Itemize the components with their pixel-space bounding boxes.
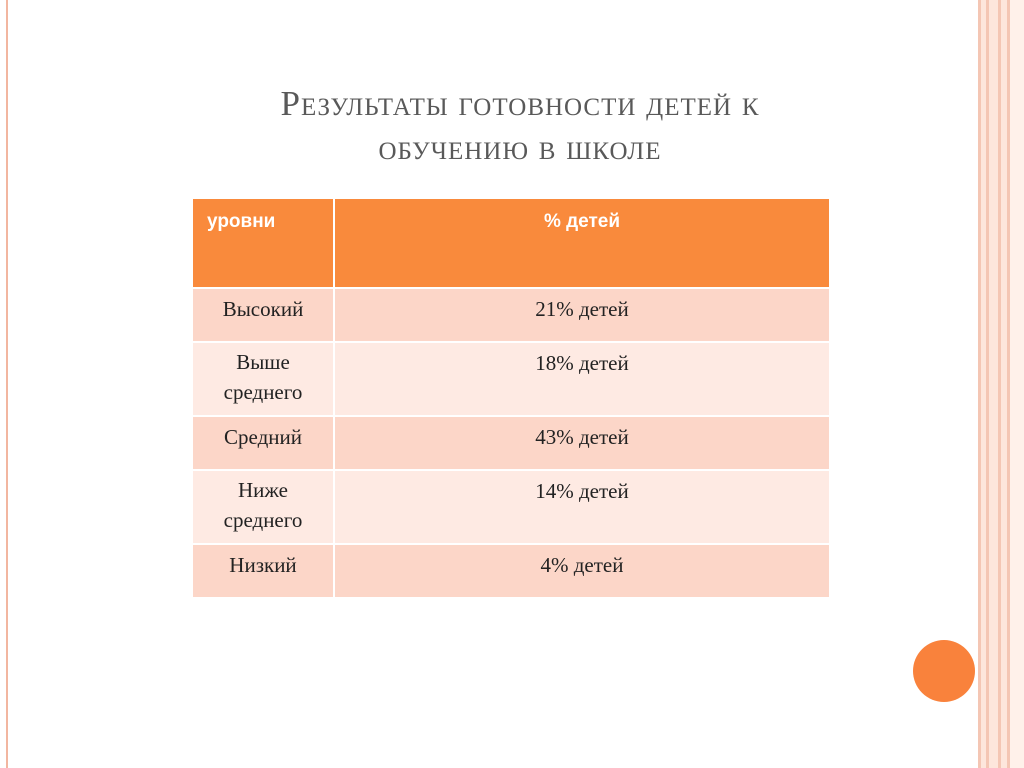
results-table: [193, 199, 831, 599]
slide-title-line-2: обучению в школе: [378, 128, 662, 167]
table-row: [193, 416, 830, 470]
header-percent: % детей: [334, 199, 830, 288]
cell-level: Средний: [193, 416, 334, 470]
right-stripe-decoration: [978, 0, 1024, 768]
slide-title: [150, 82, 890, 170]
cell-percent: 21% детей: [334, 288, 830, 342]
cell-percent: 14% детей: [334, 470, 830, 544]
cell-percent: 18% детей: [334, 342, 830, 416]
cell-level: Высокий: [193, 288, 334, 342]
table-row: [193, 470, 830, 544]
cell-level: Выше среднего: [193, 342, 334, 416]
header-levels: уровни: [193, 199, 334, 288]
decorative-circle: [913, 640, 975, 702]
cell-level: Ниже среднего: [193, 470, 334, 544]
table-header-row: [193, 199, 830, 288]
cell-percent: 43% детей: [334, 416, 830, 470]
cell-level: Низкий: [193, 544, 334, 598]
cell-percent: 4% детей: [334, 544, 830, 598]
table-row: [193, 544, 830, 598]
slide-title-line-1: Результаты готовности детей к: [280, 84, 760, 123]
table-row: [193, 342, 830, 416]
table-row: [193, 288, 830, 342]
left-border-decoration: [6, 0, 8, 768]
